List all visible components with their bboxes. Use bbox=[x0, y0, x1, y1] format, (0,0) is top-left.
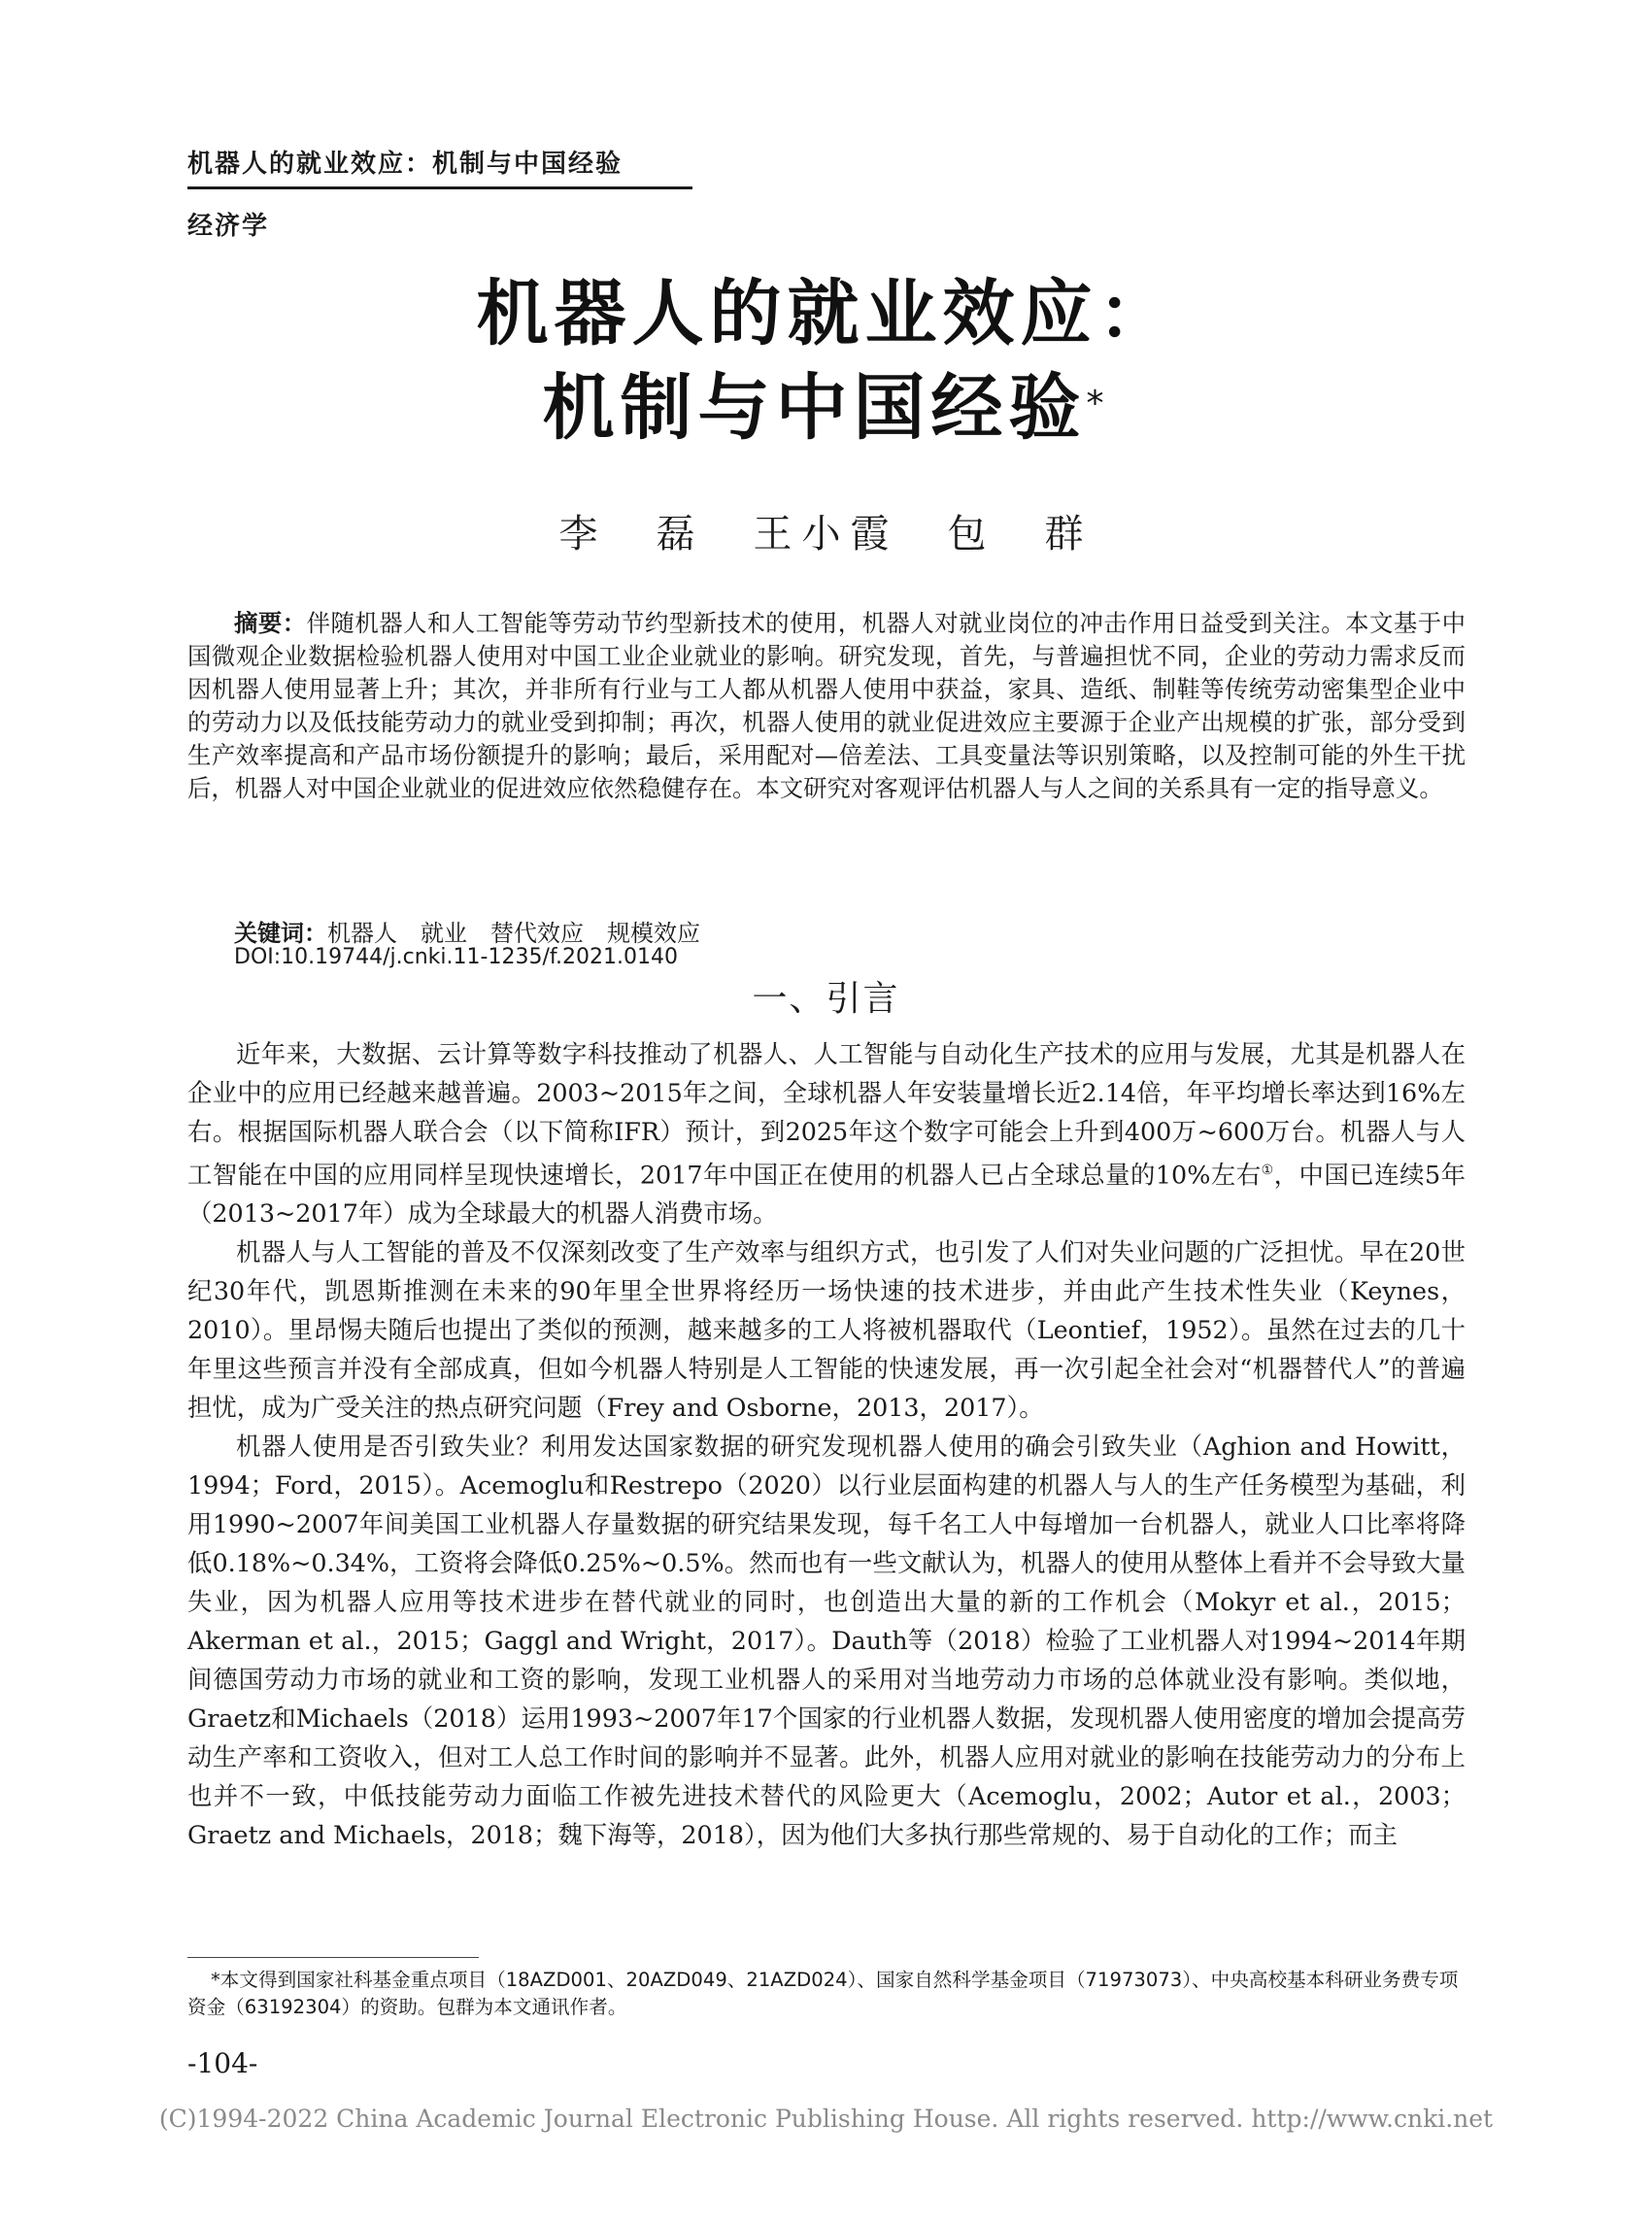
abstract bbox=[187, 607, 1466, 805]
article-title-line2 bbox=[0, 361, 1652, 455]
footnote-rule bbox=[187, 1957, 479, 1958]
section-heading: 一、引言 bbox=[752, 979, 900, 1019]
keywords-text: 机器人 就业 替代效应 规模效应 bbox=[327, 920, 700, 947]
page-number: -104- bbox=[187, 2047, 258, 2079]
keywords-label: 关键词： bbox=[234, 920, 327, 947]
header-rule bbox=[187, 186, 692, 189]
running-header: 机器人的就业效应：机制与中国经验 bbox=[187, 150, 624, 179]
paragraph-1-tail: ，中国已连续5年（2013~2017年）成为全球最大的机器人消费市场。 bbox=[187, 1160, 1466, 1229]
copyright-notice: (C)1994-2022 China Academic Journal Electronic Publishing House. All rights reserved. http://www.cnki.net bbox=[158, 2105, 1494, 2133]
authors: 李 磊 王小霞 包 群 bbox=[558, 512, 1094, 556]
paragraph: 机器人使用是否引致失业？利用发达国家数据的研究发现机器人使用的确会引致失业（Aghion and Howitt，1994；Ford，2015）。Acemoglu和Restrepo（2020）以行业层面构建的机器人与人的生产任务模型为基础，利用1990~2007年间美国工业机器人存量数据的研究结果发现，每千名工人中每增加一台机器人，就业人口比率将降低0.18%~0.34%，工资将会降低0.25%~0.5%。然而也有一些文献认为，机器人的使用从整体上看并不会导致大量失业，因为机器人应用等技术进步在替代就业的同时，也创造出大量的新的工作机会（Mokyr et al.，2015；Akerman et al.，2015；Gaggl and Wright，2017）。Dauth等（2018）检验了工业机器人对1994~2014年期间德国劳动力市场的就业和工资的影响，发现工业机器人的采用对当地劳动力市场的总体就业没有影响。类似地，Graetz和Michaels（2018）运用1993~2007年17个国家的行业机器人数据，发现机器人使用密度的增加会提高劳动生产率和工资收入，但对工人总工作时间的影响并不显著。此外，机器人应用对就业的影响在技能劳动力的分布上也并不一致，中低技能劳动力面临工作被先进技术替代的风险更大（Acemoglu，2002；Autor et al.，2003；Graetz and Michaels，2018；魏下海等，2018），因为他们大多执行那些常规的、易于自动化的工作；而主 bbox=[187, 1432, 1466, 1850]
paragraph-1-text: 近年来，大数据、云计算等数字科技推动了机器人、人工智能与自动化生产技术的应用与发展，尤其是机器人在企业中的应用已经越来越普遍。2003~2015年之间，全球机器人年安装量增长近2.14倍，年平均增长率达到16%左右。根据国际机器人联合会（以下简称IFR）预计，到2025年这个数字可能会上升到400万~600万台。机器人与人工智能在中国的应用同样呈现快速增长，2017年中国正在使用的机器人已占全球总量的10%左右 bbox=[187, 1039, 1466, 1190]
footnote-ref: ① bbox=[1261, 1163, 1274, 1178]
paragraph: 机器人与人工智能的普及不仅深刻改变了生产效率与组织方式，也引发了人们对失业问题的广泛担忧。早在20世纪30年代，凯恩斯推测在未来的90年里全世界将经历一场快速的技术进步，并由此产生技术性失业（Keynes，2010）。里昂惕夫随后也提出了类似的预测，越来越多的工人将被机器取代（Leontief，1952）。虽然在过去的几十年里这些预言并没有全部成真，但如今机器人特别是人工智能的快速发展，再一次引起全社会对“机器替代人”的普遍担忧，成为广受关注的热点研究问题（Frey and Osborne，2013，2017）。 bbox=[187, 1237, 1466, 1423]
title-text-1: 机器人的就业效应： bbox=[476, 272, 1176, 355]
title-text-2: 机制与中国经验 bbox=[542, 366, 1087, 450]
section-label: 经济学 bbox=[187, 212, 270, 241]
paragraph bbox=[187, 1034, 1466, 1232]
footnote: *本文得到国家社科基金重点项目（18AZD001、20AZD049、21AZD024）、国家自然科学基金项目（71973073）、中央高校基本科研业务费专项资金（63192304）的资助。包群为本文通讯作者。 bbox=[187, 1969, 1459, 2018]
abstract-text: 伴随机器人和人工智能等劳动节约型新技术的使用，机器人对就业岗位的冲击作用日益受到关注。本文基于中国微观企业数据检验机器人使用对中国工业企业就业的影响。研究发现，首先，与普遍担忧不同，企业的劳动力需求反而因机器人使用显著上升；其次，并非所有行业与工人都从机器人使用中获益，家具、造纸、制鞋等传统劳动密集型企业中的劳动力以及低技能劳动力的就业受到抑制；再次，机器人使用的就业促进效应主要源于企业产出规模的扩张，部分受到生产效率提高和产品市场份额提升的影响；最后，采用配对—倍差法、工具变量法等识别策略，以及控制可能的外生干扰后，机器人对中国企业就业的促进效应依然稳健存在。本文研究对客观评估机器人与人之间的关系具有一定的指导意义。 bbox=[187, 609, 1466, 802]
abstract-label: 摘要： bbox=[234, 609, 307, 637]
doi: DOI:10.19744/j.cnki.11-1235/f.2021.0140 bbox=[234, 945, 678, 969]
article-title-line1 bbox=[0, 267, 1652, 360]
title-footnote-mark: * bbox=[1086, 384, 1110, 423]
keywords bbox=[234, 914, 700, 948]
body-text bbox=[187, 1034, 1466, 1854]
